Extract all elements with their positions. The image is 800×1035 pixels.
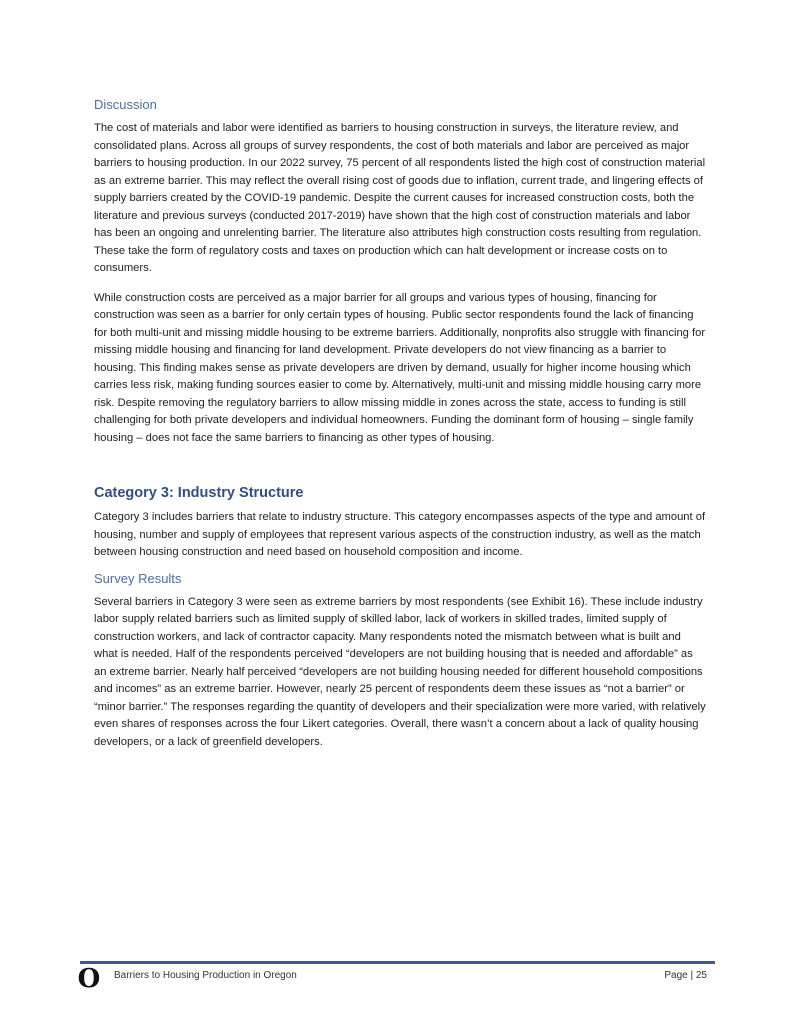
page-footer (74, 961, 715, 988)
discussion-paragraph-2: While construction costs are perceived as a major barrier for all groups and various types of housing, financing for construction was seen as a barrier for only certain types of housing. Public sector respondents found the lack of financing for both multi-unit and missing middle housing to be extreme barriers. Additionally, nonprofits also struggle with financing for missing middle housing and financing for land development. Private developers do not view financing as a barrier to housing. This finding makes sense as private developers are driven by demand, usually for higher income housing which carries less risk, making funding sources easier to come by. Alternatively, multi-unit and missing middle housing carry more risk. Despite removing the regulatory barriers to allow missing middle in zones across the state, access to funding is still challenging for both private developers and individual homeowners. Funding the dominant form of housing – single family housing – does not face the same barriers to financing as other types of housing. (94, 291, 706, 444)
page-content (94, 96, 706, 751)
university-logo-icon (74, 964, 104, 990)
survey-results-paragraph: Several barriers in Category 3 were seen as extreme barriers by most respondents (see Exhibit 16). These include industry labor supply related barriers such as limited supply of skilled labor, lack of workers in skilled trades, limited supply of construction workers, and lack of contractor capacity. Many respondents noted the mismatch between what is built and what is needed. Half of the respondents perceived “developers are not building housing that is needed and affordable” as an extreme barrier. Nearly half perceived “developers are not building housing needed for different household compositions and incomes” as an extreme barrier. However, nearly 25 percent of respondents deem these issues as “not a barrier” or “minor barrier.” The responses regarding the quantity of developers and their specialization were more varied, with relatively even shares of responses across the four Likert categories. Overall, there wasn’t a concern about a lack of quality housing developers, or a lack of greenfield developers. (94, 595, 706, 748)
footer-document-title: Barriers to Housing Production in Oregon (114, 970, 297, 981)
category-3-paragraph: Category 3 includes barriers that relate to industry structure. This category encompasses aspects of the type and amount of housing, number and supply of employees that represent various aspects of the construction industry, as well as the match between housing construction and need based on household composition and income. (94, 511, 706, 558)
survey-results-heading: Survey Results (94, 570, 182, 586)
discussion-heading: Discussion (94, 97, 157, 112)
category-3-heading: Category 3: Industry Structure (94, 485, 304, 501)
svg-text:O: O (77, 964, 101, 990)
discussion-paragraph-1: The cost of materials and labor were identified as barriers to housing construction in surveys, the literature review, and consolidated plans. Across all groups of survey respondents, the cost of both materials and labor are perceived as major barriers to housing production. In our 2022 survey, 75 percent of all respondents listed the high cost of construction material as an extreme barrier. This may reflect the overall rising cost of goods due to inflation, current trade, and lingering effects of supply barriers created by the COVID-19 pandemic. Despite the current causes for increased construction costs, both the literature and previous surveys (conducted 2017-2019) have shown that the high cost of construction materials and labor has been an ongoing and unrelenting barrier. The literature also attributes high construction costs resulting from regulation. These take the form of regulatory costs and taxes on production which can halt development or increase costs on to consumers. (94, 122, 706, 274)
footer-page-number: Page | 25 (664, 970, 707, 981)
